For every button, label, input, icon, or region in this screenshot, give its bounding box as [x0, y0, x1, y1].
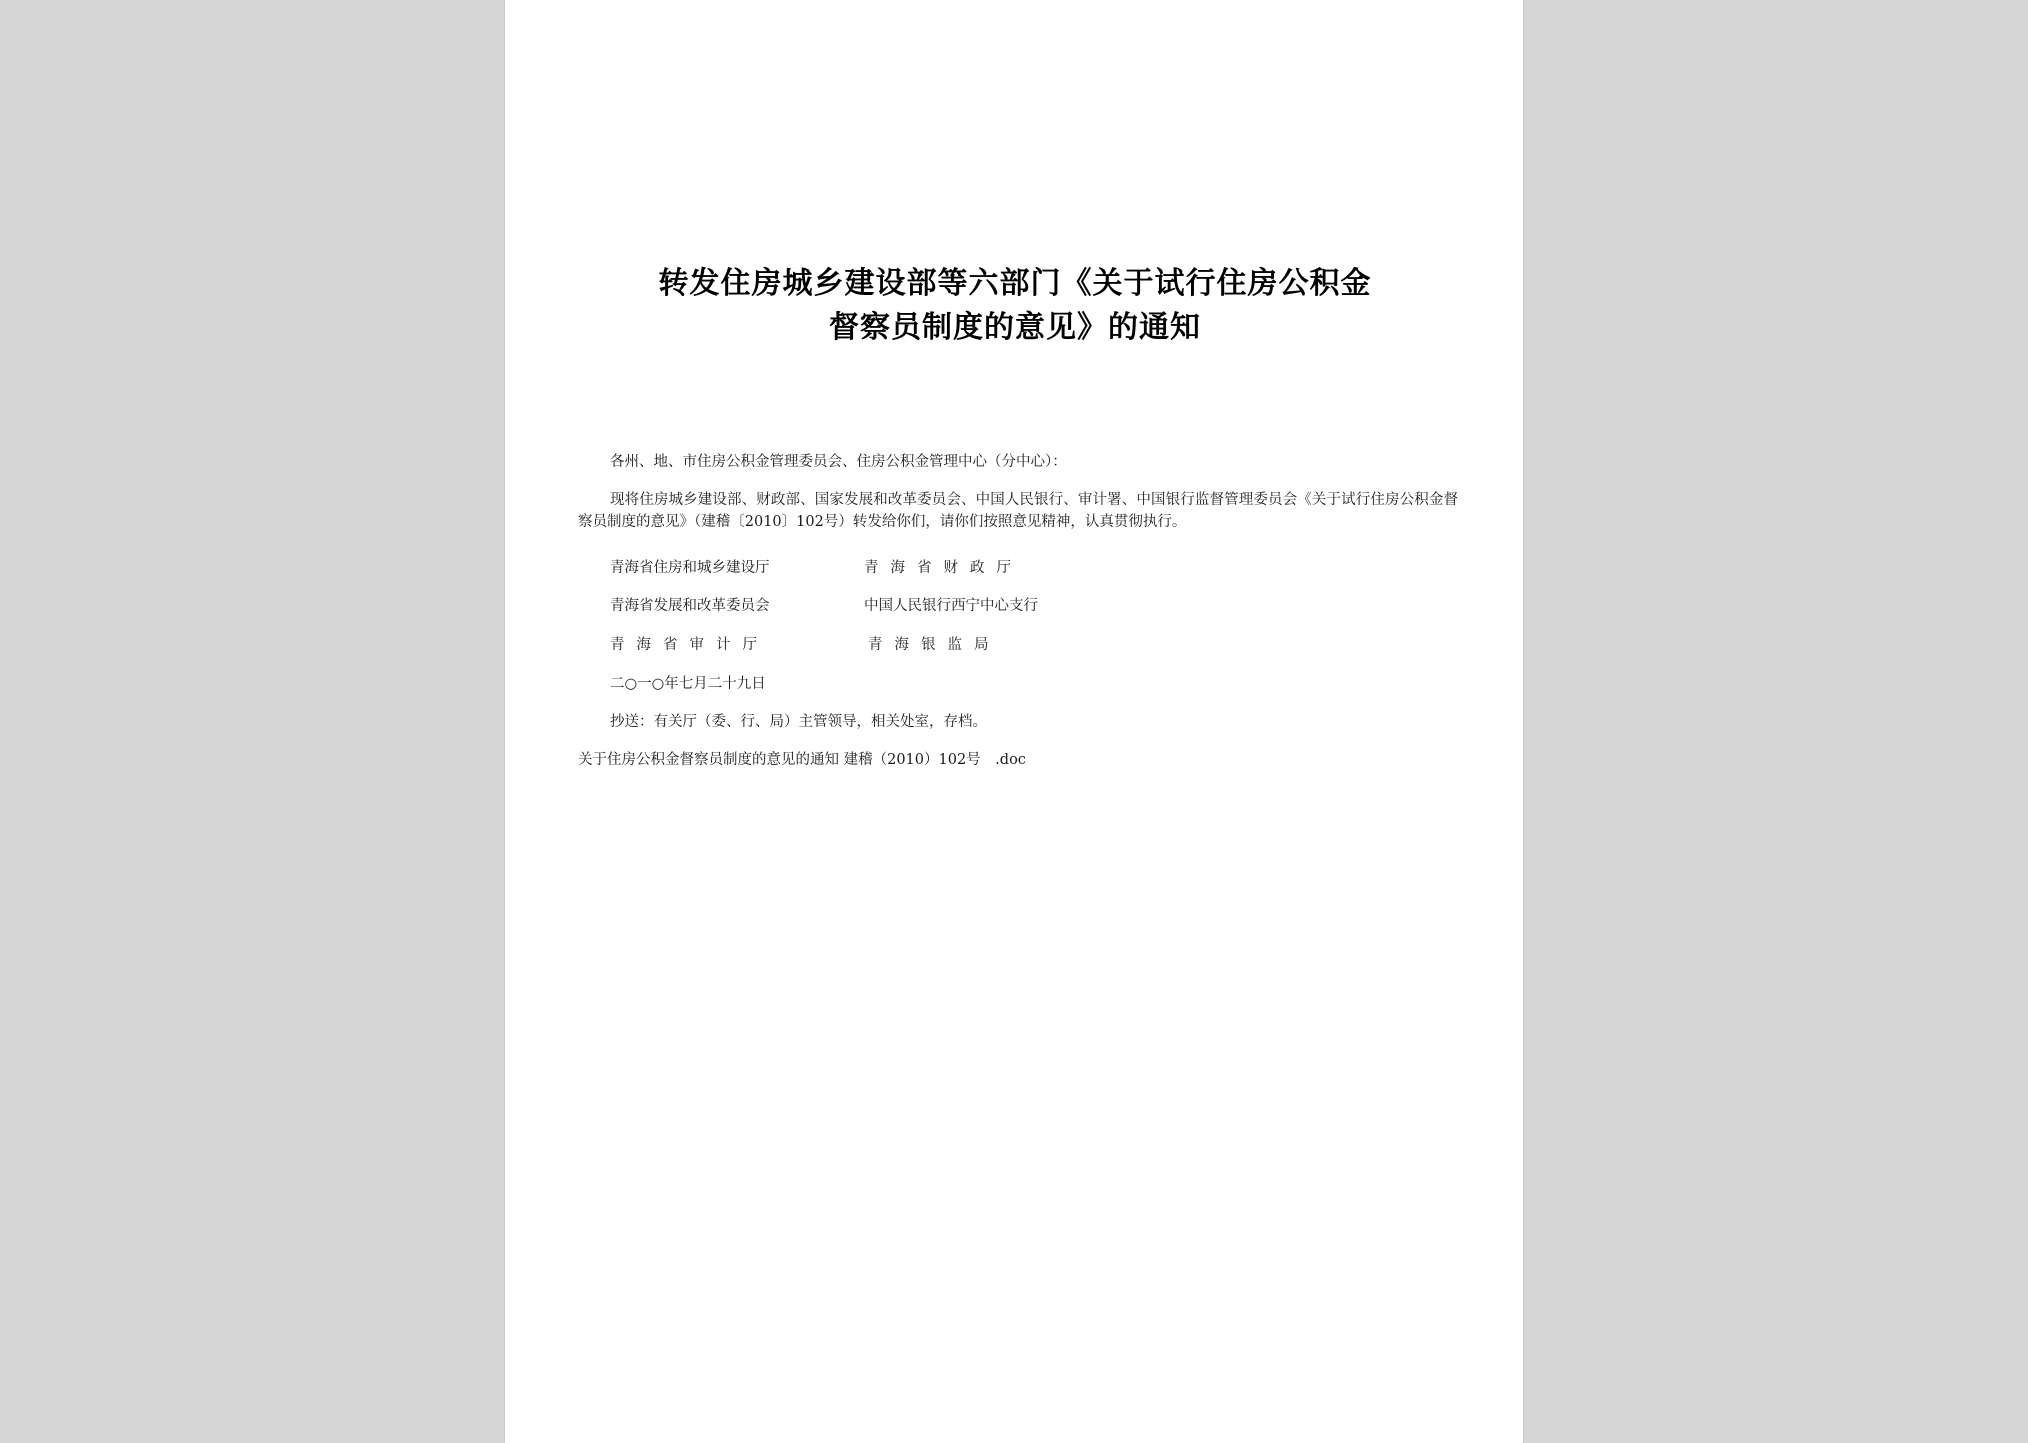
signatory-right: 中国人民银行西宁中心支行	[864, 598, 1038, 614]
title-line-1: 转发住房城乡建设部等六部门《关于试行住房公积金	[658, 266, 1372, 301]
document-page	[505, 0, 1523, 1443]
signatory-left: 青海省住房和城乡建设厅	[610, 560, 770, 576]
signatory-left: 青海省发展和改革委员会	[610, 598, 770, 614]
cc-line: 抄送：有关厅（委、行、局）主管领导，相关处室，存档。	[610, 714, 987, 730]
signatory-right: 青海银监局	[868, 637, 1001, 653]
signatory-row	[610, 556, 1210, 580]
document-title	[565, 262, 1465, 350]
title-line-2: 督察员制度的意见》的通知	[829, 310, 1201, 345]
signatory-row	[610, 633, 1210, 657]
body-paragraph: 现将住房城乡建设部、财政部、国家发展和改革委员会、中国人民银行、审计署、中国银行监督管理委员会《关于试行住房公积金督察员制度的意见》（建稽〔2010〕102号）转发给你们，请你们按照意见精神，认真贯彻执行。	[578, 492, 1458, 530]
file-name: 关于住房公积金督察员制度的意见的通知 建稽（2010）102号 .doc	[578, 752, 1026, 768]
signatory-right: 青海省财政厅	[864, 560, 1023, 576]
signatory-left: 青海省审计厅	[610, 637, 769, 653]
document-date: 二○一○年七月二十九日	[610, 676, 766, 692]
signatory-row	[610, 594, 1210, 618]
salutation: 各州、地、市住房公积金管理委员会、住房公积金管理中心（分中心）：	[610, 454, 1067, 470]
